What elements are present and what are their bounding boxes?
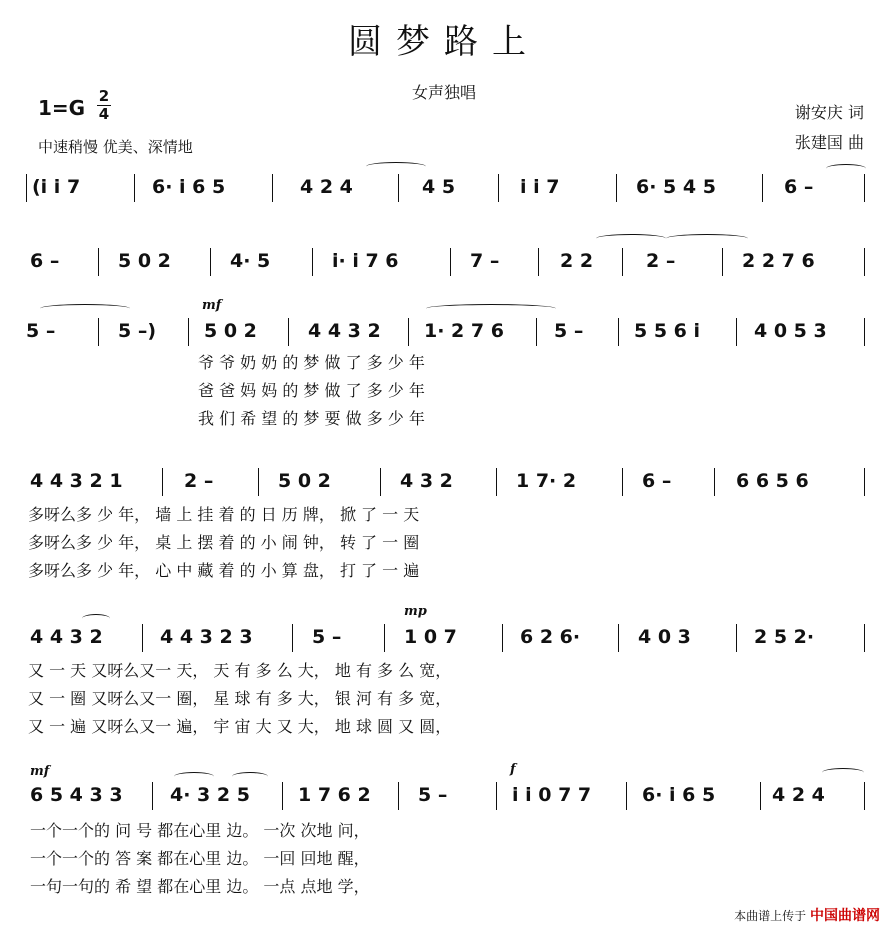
dynamic-marking: mp [404,604,427,619]
barline [714,468,715,496]
tie [666,234,748,243]
tempo-marking: 中速稍慢 优美、深情地 [38,138,193,156]
barline [760,782,761,810]
measure-notes: 6· 5 4 5 [636,176,716,198]
dynamic-marking: mf [202,298,222,313]
time-bottom: 4 [98,105,110,123]
barline [864,624,865,652]
measure-notes: 4 2 4 [772,784,825,806]
barline [498,174,499,202]
measure-notes: 6 2 6· [520,626,581,648]
measure-row [26,248,866,288]
measure-notes: 6· i 6 5 [152,176,226,198]
song-title: 圆梦路上 [348,22,540,62]
barline [188,318,189,346]
footer-text: 本曲谱上传于 [734,909,807,923]
barline [398,782,399,810]
lyric-verse-2: 多呀么多 少 年， 桌 上 摆 着 的 小 闹 钟， 转 了 一 圈 [28,533,420,552]
barline [98,318,99,346]
barline [496,782,497,810]
barline [626,782,627,810]
lyric-verse-2: 一个一个的 答 案 都在心里 边。 一回 回地 醒， [30,849,370,868]
barline [142,624,143,652]
measure-notes: 1· 2 7 6 [424,320,504,342]
barline [162,468,163,496]
measure-notes: 4 2 4 [300,176,353,198]
barline [618,624,619,652]
measure-notes: 6· i 6 5 [642,784,716,806]
measure-notes: 5 – [418,784,448,806]
lyric-verse-2: 爸 爸 妈 妈 的 梦 做 了 多 少 年 [198,381,425,400]
measure-notes: 5 – [26,320,56,342]
barline [622,248,623,276]
tie [82,614,110,623]
measure-notes: 5 0 2 [204,320,257,342]
measure-notes: 5 5 6 i [634,320,701,342]
measure-notes: 4 3 2 [400,470,453,492]
measure-notes: 6 5 4 3 3 [30,784,123,806]
barline [618,318,619,346]
barline [864,782,865,810]
barline [258,468,259,496]
measure-notes: 4 4 3 2 [30,626,103,648]
measure-notes: i i 0 7 7 [512,784,592,806]
barline [210,248,211,276]
barline [722,248,723,276]
barline [502,624,503,652]
barline [98,248,99,276]
measure-notes: 6 – [784,176,814,198]
measure-notes: 5 – [312,626,342,648]
measure-notes: 4 5 [422,176,456,198]
time-top: 2 [98,87,110,105]
lyric-verse-1: 多呀么多 少 年， 墙 上 挂 着 的 日 历 牌， 掀 了 一 天 [28,505,420,524]
barline [864,248,865,276]
tie [174,772,214,781]
measure-notes: i· i 7 6 [332,250,399,272]
barline [312,248,313,276]
measure-notes: 2 – [184,470,214,492]
lyric-verse-3: 又 一 遍 又呀么又一 遍， 宇 宙 大 又 大， 地 球 圆 又 圆， [28,717,452,736]
tie [826,164,866,173]
barline [26,174,27,202]
barline [622,468,623,496]
measure-notes: 4 4 3 2 3 [160,626,253,648]
measure-row [26,318,866,358]
measure-notes: i i 7 [520,176,560,198]
measure-notes: 1 7 6 2 [298,784,371,806]
measure-notes: 6 6 5 6 [736,470,809,492]
measure-notes: 2 2 [560,250,594,272]
barline [538,248,539,276]
barline [292,624,293,652]
measure-notes: 4 4 3 2 [308,320,381,342]
barline [380,468,381,496]
measure-notes: 5 0 2 [118,250,171,272]
measure-notes: 5 0 2 [278,470,331,492]
barline [282,782,283,810]
measure-row [26,782,866,822]
lyric-verse-3: 一句一句的 希 望 都在心里 边。 一点 点地 学， [30,877,370,896]
measure-notes: 2 – [646,250,676,272]
site-logo[interactable]: 中国曲谱网 [810,908,880,924]
barline [864,318,865,346]
barline [384,624,385,652]
measure-notes: 4 0 3 [638,626,691,648]
measure-notes: 1 0 7 [404,626,457,648]
barline [536,318,537,346]
dynamic-marking: mf [30,764,50,779]
dynamic-marking-forte: f [510,762,516,777]
measure-notes: 4· 3 2 5 [170,784,250,806]
lyric-verse-2: 又 一 圈 又呀么又一 圈， 星 球 有 多 大， 银 河 有 多 宽， [28,689,452,708]
measure-notes: 4 0 5 3 [754,320,827,342]
barline [134,174,135,202]
measure-row [26,174,866,214]
barline [864,174,865,202]
lyric-verse-3: 多呀么多 少 年， 心 中 藏 着 的 小 算 盘， 打 了 一 遍 [28,561,420,580]
measure-notes: 4 4 3 2 1 [30,470,123,492]
measure-notes: 6 – [30,250,60,272]
lyric-verse-1: 爷 爷 奶 奶 的 梦 做 了 多 少 年 [198,353,425,372]
lyric-verse-1: 又 一 天 又呀么又一 天， 天 有 多 么 大， 地 有 多 么 宽， [28,661,452,680]
barline [450,248,451,276]
measure-notes: (i i 7 [32,176,81,198]
song-subtitle: 女声独唱 [411,83,476,102]
barline [864,468,865,496]
lyric-verse-3: 我 们 希 望 的 梦 要 做 多 少 年 [198,409,425,428]
barline [288,318,289,346]
barline [272,174,273,202]
barline [736,624,737,652]
lyric-verse-1: 一个一个的 问 号 都在心里 边。 一次 次地 问， [30,821,370,840]
measure-notes: 5 –) [118,320,157,342]
lyricist-credit: 谢安庆 词 [794,103,864,122]
composer-credit: 张建国 曲 [794,133,864,152]
key-signature: 1=G [38,96,86,120]
tie [366,162,426,171]
measure-notes: 5 – [554,320,584,342]
measure-notes: 4· 5 [230,250,271,272]
measure-notes: 6 – [642,470,672,492]
tie [596,234,666,243]
slur [426,304,556,313]
barline [762,174,763,202]
barline [736,318,737,346]
footer-credit [734,905,880,925]
tie [40,304,130,313]
measure-notes: 2 5 2· [754,626,815,648]
measure-notes: 2 2 7 6 [742,250,815,272]
tie [232,772,268,781]
barline [398,174,399,202]
barline [152,782,153,810]
measure-notes: 7 – [470,250,500,272]
barline [496,468,497,496]
barline [408,318,409,346]
time-signature [97,88,111,123]
barline [616,174,617,202]
measure-notes: 1 7· 2 [516,470,577,492]
tie [822,768,864,777]
